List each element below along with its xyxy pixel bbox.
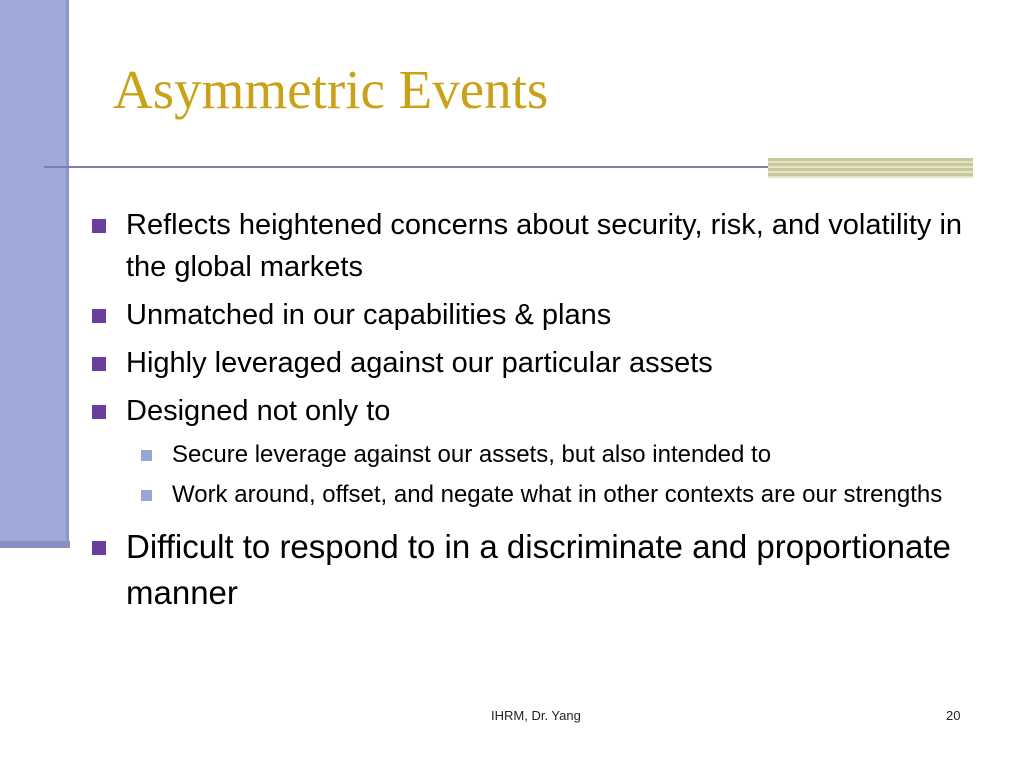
bullet-text: Unmatched in our capabilities & plans (126, 299, 612, 331)
title-rule-accent (768, 158, 973, 178)
page-number: 20 (946, 708, 961, 723)
side-bar-decoration (0, 0, 66, 548)
bullet-item (90, 342, 970, 384)
bullet-item-large (90, 524, 970, 616)
sub-bullet-text: Secure leverage against our assets, but also intended to (172, 441, 772, 468)
bullet-text: Designed not only to (126, 395, 391, 427)
bullet-text: Reflects heightened concerns about security, risk, and volatility in the global markets (126, 209, 963, 283)
bullet-list (90, 204, 970, 622)
sub-bullet-text: Work around, offset, and negate what in other contexts are our strengths (172, 481, 943, 508)
side-bar-edge-decoration (66, 0, 69, 548)
bullet-text: Highly leveraged against our particular assets (126, 347, 713, 379)
side-bar-shadow-decoration (0, 541, 70, 548)
square-bullet-icon (92, 219, 106, 233)
square-bullet-icon (92, 541, 106, 555)
small-square-bullet-icon (141, 450, 152, 461)
slide-title: Asymmetric Events (113, 59, 549, 120)
title-rule-line (44, 166, 768, 168)
sub-bullet-item (90, 438, 970, 472)
square-bullet-icon (92, 309, 106, 323)
bullet-item (90, 294, 970, 336)
square-bullet-icon (92, 357, 106, 371)
footer-author: IHRM, Dr. Yang (491, 708, 581, 723)
square-bullet-icon (92, 405, 106, 419)
bullet-item (90, 204, 970, 288)
bullet-item (90, 390, 970, 432)
small-square-bullet-icon (141, 490, 152, 501)
sub-bullet-item (90, 478, 970, 512)
bullet-text: Difficult to respond to in a discriminate and proportionate manner (126, 528, 951, 611)
